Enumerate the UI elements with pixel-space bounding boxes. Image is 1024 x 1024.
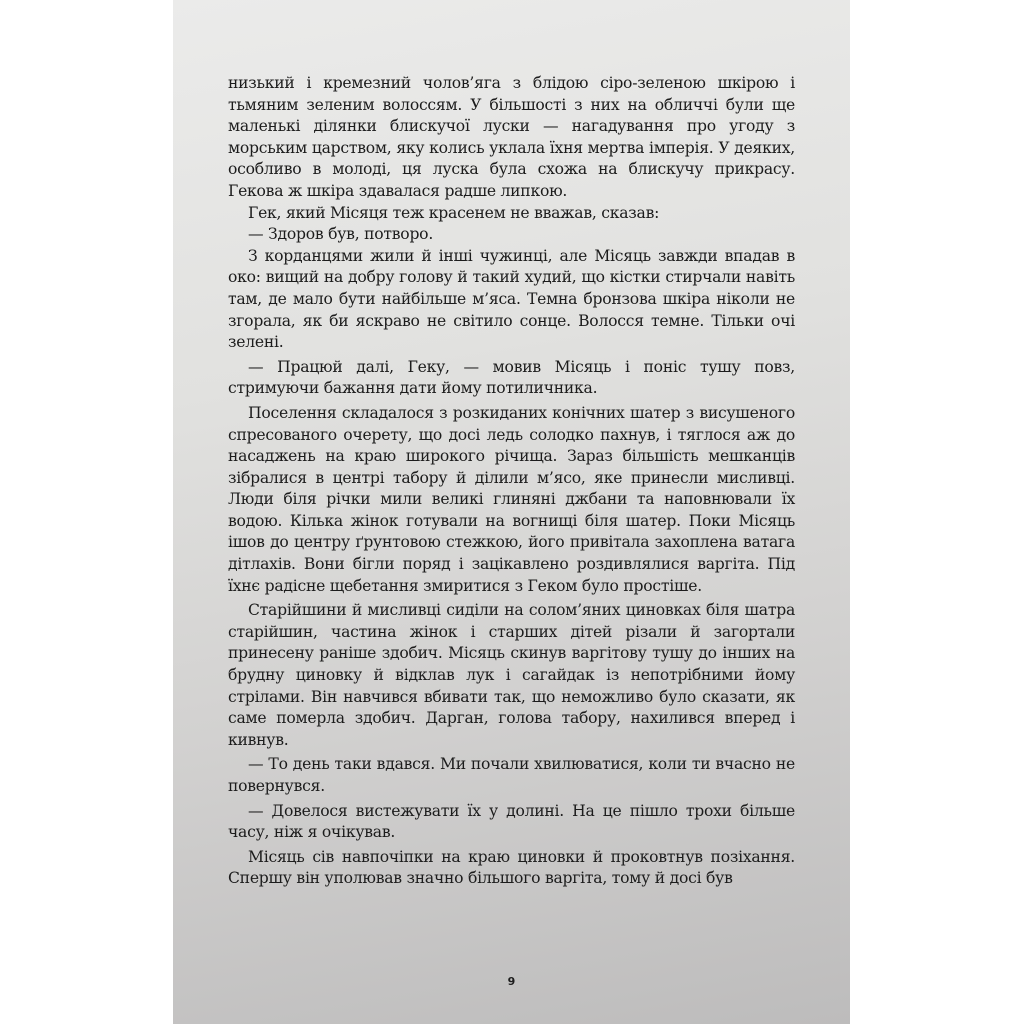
paragraph: Гек, який Місяця теж красенем не вважав, сказав: [248,203,660,222]
paragraph: Старійшини й мисливці сиділи на солом’яних циновках біля шатра старійшин, частина жінок і старших дітей різали й загортали принесену раніше здобич. Місяць скинув варгітову тушу до інших на брудну циновку й відклав лук і сагайдак із непотрібними йому стрілами. Він навчився вбивати так, що неможливо було сказати, як саме померла здобич. Дарган, голова табору, нахилився вперед і кивнув. [228,601,795,749]
paragraph: Поселення складалося з розкиданих конічних шатер з висушеного спресованого очерету, що досі ледь солодко пахнув, і тяглося аж до насаджень на краю широкого річища. Зараз більшість мешканців зібралися в центрі табору й ділили м’ясо, яке принесли мисливці. Люди біля річки мили великі глиняні джбани та наповнювали їх водою. Кілька жінок готували на вогнищі біля шатер. Поки Місяць ішов до центру ґрунтовою стежкою, його привітала захоплена ватага дітлахів. Вони бігли поряд і зацікавлено роздивлялися варгіта. Під їхнє радісне щебетання змиритися з Геком було простіше. [228,403,795,595]
paragraph: Місяць сів навпочіпки на краю циновки й проковтнув позіхання. Спершу він уполював значно більшого варгіта, тому й досі був [228,847,795,888]
dialogue-line: — Здоров був, потворо. [248,225,434,244]
paragraph: З корданцями жили й інші чужинці, але Місяць завжди впадав в око: вищий на добру голову й такий худий, що кістки стирчали навіть там, де мало бути найбільше м’яса. Темна бронзова шкіра ніколи не згорала, як би яскраво не світило сонце. Волосся темне. Тільки очі зелені. [228,246,795,352]
paragraph-continued: низький і кремезний чолов’яга з блідою сіро-зеленою шкірою і тьмяним зеленим волоссям. У більшості з них на обличчі були ще маленькі ділянки блискучої луски — нагадування про угоду з морським царством, яку колись уклала їхня мертва імперія. У деяких, особливо в молоді, ця луска була схожа на блискучу прикрасу. Гекова ж шкіра здавалася радше липкою. [228,74,795,200]
body-text [228,73,795,890]
dialogue-line: — Довелося вистежувати їх у долині. На це пішло трохи більше часу, ніж я очікував. [228,801,795,842]
dialogue-line: — Працюй далі, Геку, — мовив Місяць і поніс тушу повз, стримуючи бажання дати йому потиличника. [228,357,795,398]
book-page [173,0,850,1024]
dialogue-line: — То день таки вдався. Ми почали хвилюватися, коли ти вчасно не повернувся. [228,755,795,795]
page-number: 9 [507,975,516,988]
